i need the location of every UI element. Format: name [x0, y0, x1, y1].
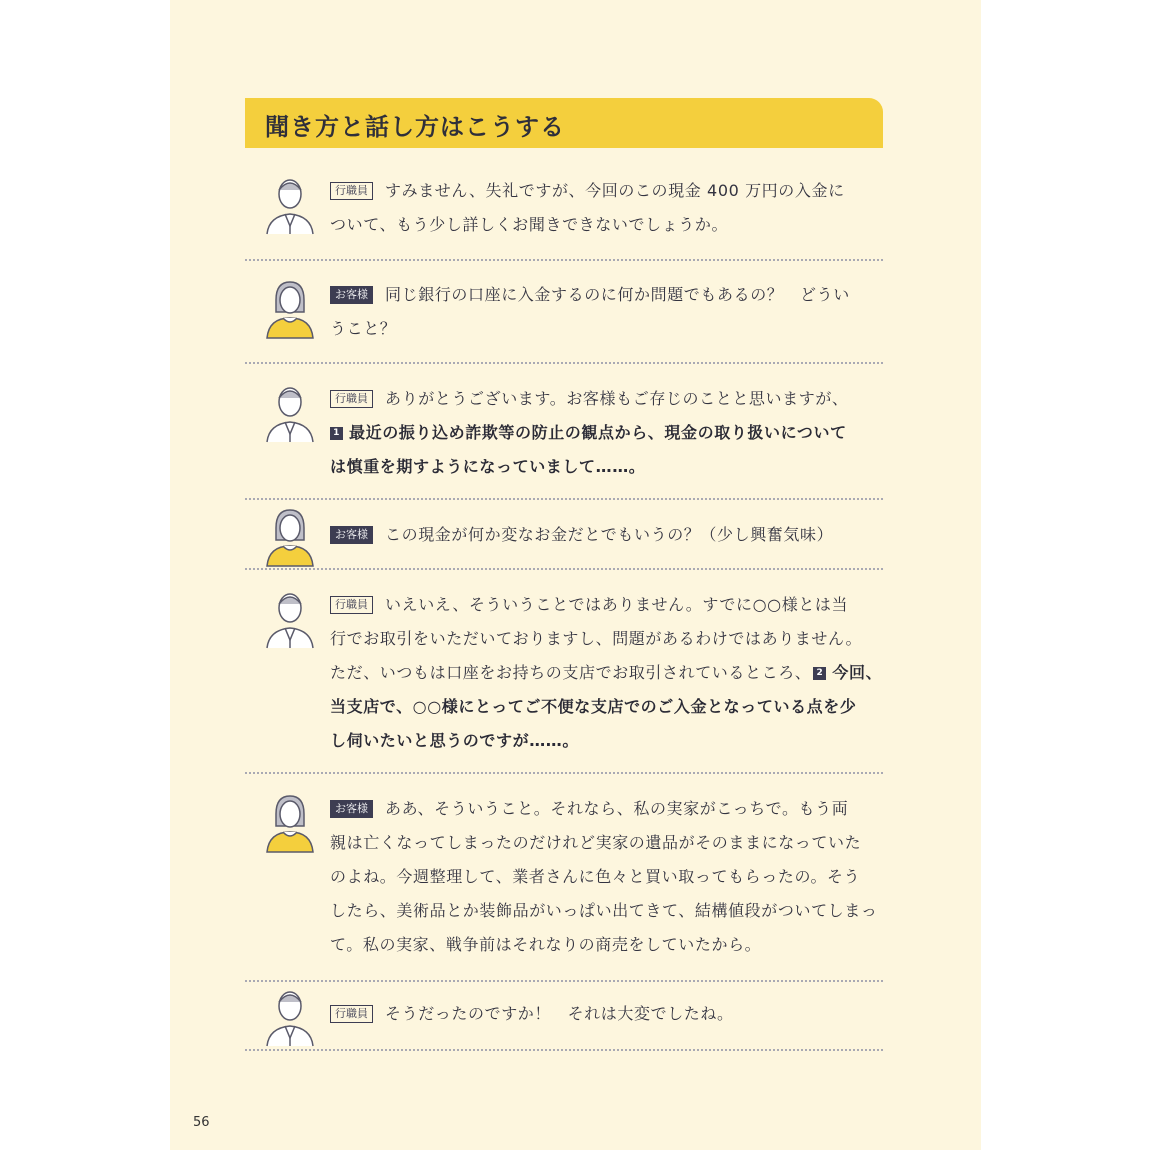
page-number: 56 — [193, 1115, 210, 1130]
dialogue-text: 行職員 すみません、失礼ですが、今回のこの現金 400 万円の入金に ついて、もう少し詳しくお聞きできないでしょうか。 — [330, 181, 845, 234]
dotted-divider — [245, 980, 883, 982]
dotted-divider — [245, 362, 883, 364]
dialogue-text: 行職員 ありがとうございます。お客様もご存じのことと思いますが、 1 最近の振り込め詐欺等の防止の観点から、現金の取り扱いについて は慎重を期すようになっていまして……。 — [330, 389, 849, 476]
speaker-badge: お客様 — [330, 526, 373, 544]
dialogue-text: 行職員 いえいえ、そういうことではありません。すでに○○様とは当 行でお取引をいただいておりますし、問題があるわけではありません。 ただ、いつもは口座をお持ちの支店でお取引されているところ、 2 今回、 当支店で、○○様にとってご不便な支店でのご入金となっている点を少 し伺いたいと思うのですが……。 — [330, 595, 883, 750]
speaker-badge: お客様 — [330, 286, 373, 304]
point-marker: 2 — [813, 667, 826, 680]
dotted-divider — [245, 568, 883, 570]
staff-avatar-icon — [263, 588, 317, 650]
dotted-divider — [245, 498, 883, 500]
customer-avatar-icon — [263, 278, 317, 340]
speaker-badge: 行職員 — [330, 596, 373, 614]
dialogue-text: お客様 ああ、そういうこと。それなら、私の実家がこっちで。もう両 親は亡くなってしまったのだけれど実家の遺品がそのままになっていた のよね。今週整理して、業者さんに色々と買い取ってもらったの。そう したら、美術品とか装飾品がいっぱい出てきて、結構値段がついてしまっ て。私の実家、戦争前はそれなりの商売をしていたから。 — [330, 799, 878, 954]
point-marker: 1 — [330, 427, 343, 440]
section-title-bar — [245, 98, 883, 148]
dotted-divider — [245, 259, 883, 261]
page-background — [170, 0, 981, 1150]
dotted-divider — [245, 772, 883, 774]
staff-avatar-icon — [263, 174, 317, 236]
speaker-badge: お客様 — [330, 800, 373, 818]
dialogue-text: お客様 同じ銀行の口座に入金するのに何か問題でもあるの？ どうい うこと？ — [330, 285, 850, 338]
staff-avatar-icon — [263, 382, 317, 444]
customer-avatar-icon — [263, 792, 317, 854]
section-title: 聞き方と話し方はこうする — [265, 113, 565, 141]
dialogue-text: 行職員 そうだったのですか！ それは大変でしたね。 — [330, 997, 885, 1031]
staff-avatar-icon — [263, 986, 317, 1048]
customer-avatar-icon — [263, 506, 317, 568]
speaker-badge: 行職員 — [330, 182, 373, 200]
dotted-divider — [245, 1049, 883, 1051]
speaker-badge: 行職員 — [330, 1005, 373, 1023]
dialogue-text: お客様 この現金が何か変なお金だとでもいうの？（少し興奮気味） — [330, 518, 885, 552]
speaker-badge: 行職員 — [330, 390, 373, 408]
